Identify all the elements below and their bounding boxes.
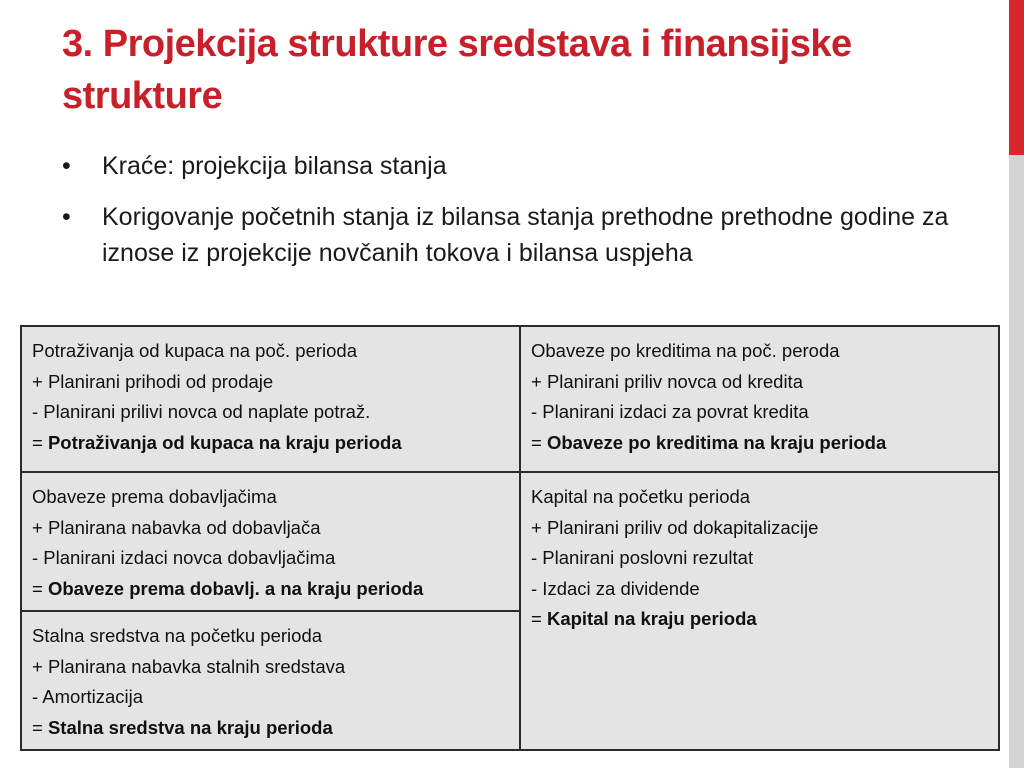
cell-suppliers bbox=[21, 472, 520, 611]
cell-result-line bbox=[32, 713, 509, 744]
cell-line: Potraživanja od kupaca na poč. perioda bbox=[32, 340, 357, 361]
result-prefix: = bbox=[531, 431, 547, 453]
result-prefix: = bbox=[531, 608, 547, 629]
bullet-text: Korigovanje početnih stanja iz bilansa stanja prethodne prethodne godine za iznose iz projekcije novčanih tokova i bilansa uspjeha bbox=[102, 203, 949, 267]
cell-result-line bbox=[32, 574, 509, 605]
cell-line: Stalna sredstva na početku perioda bbox=[32, 625, 323, 646]
cell-result-line bbox=[531, 604, 988, 635]
cell-result: Stalna sredstva na kraju perioda bbox=[47, 716, 333, 738]
result-prefix: = bbox=[32, 431, 48, 453]
cell-result: Obaveze prema dobavlj. a na kraju perioda bbox=[47, 577, 424, 599]
cell-line: + Planirana nabavka od dobavljača bbox=[32, 516, 321, 538]
cell-line: + Planirani priliv od dokapitalizacije bbox=[531, 516, 819, 538]
cell-capital bbox=[520, 472, 999, 750]
cell-line: - Planirani prilivi novca od naplate potraž. bbox=[32, 401, 371, 422]
projection-table bbox=[20, 325, 1000, 751]
accent-bar-gray bbox=[1009, 155, 1024, 768]
slide-title: 3. Projekcija strukture sredstava i finansijske strukture bbox=[62, 23, 852, 117]
cell-line: Obaveze prema dobavljačima bbox=[32, 486, 277, 507]
cell-fixed-assets bbox=[21, 611, 520, 750]
cell-result: Kapital na kraju perioda bbox=[546, 608, 757, 629]
bullet-dot-icon: • bbox=[62, 203, 71, 231]
accent-bar-red bbox=[1009, 0, 1024, 155]
cell-line: - Amortizacija bbox=[32, 686, 144, 707]
cell-result: Potraživanja od kupaca na kraju perioda bbox=[47, 431, 402, 453]
cell-result: Obaveze po kreditima na kraju perioda bbox=[546, 431, 887, 453]
cell-result-line bbox=[32, 428, 509, 459]
cell-line: + Planirani prihodi od prodaje bbox=[32, 370, 274, 392]
result-prefix: = bbox=[32, 716, 48, 738]
cell-line: + Planirana nabavka stalnih sredstava bbox=[32, 655, 346, 677]
cell-line: - Planirani izdaci novca dobavljačima bbox=[32, 547, 336, 568]
bullet-text: Kraće: projekcija bilansa stanja bbox=[102, 152, 447, 180]
cell-line: + Planirani priliv novca od kredita bbox=[531, 370, 803, 392]
cell-line: - Planirani izdaci za povrat kredita bbox=[531, 401, 809, 422]
cell-line: - Izdaci za dividende bbox=[531, 577, 700, 599]
bullet-item bbox=[62, 148, 962, 184]
cell-result-line bbox=[531, 428, 988, 459]
cell-loans bbox=[520, 326, 999, 472]
cell-line: Kapital na početku perioda bbox=[531, 486, 751, 507]
result-prefix: = bbox=[32, 577, 48, 599]
bullet-list bbox=[62, 148, 962, 286]
cell-line: - Planirani poslovni rezultat bbox=[531, 547, 754, 568]
cell-receivables bbox=[21, 326, 520, 472]
bullet-dot-icon: • bbox=[62, 152, 71, 180]
bullet-item bbox=[62, 199, 962, 271]
cell-line: Obaveze po kreditima na poč. peroda bbox=[531, 340, 840, 361]
